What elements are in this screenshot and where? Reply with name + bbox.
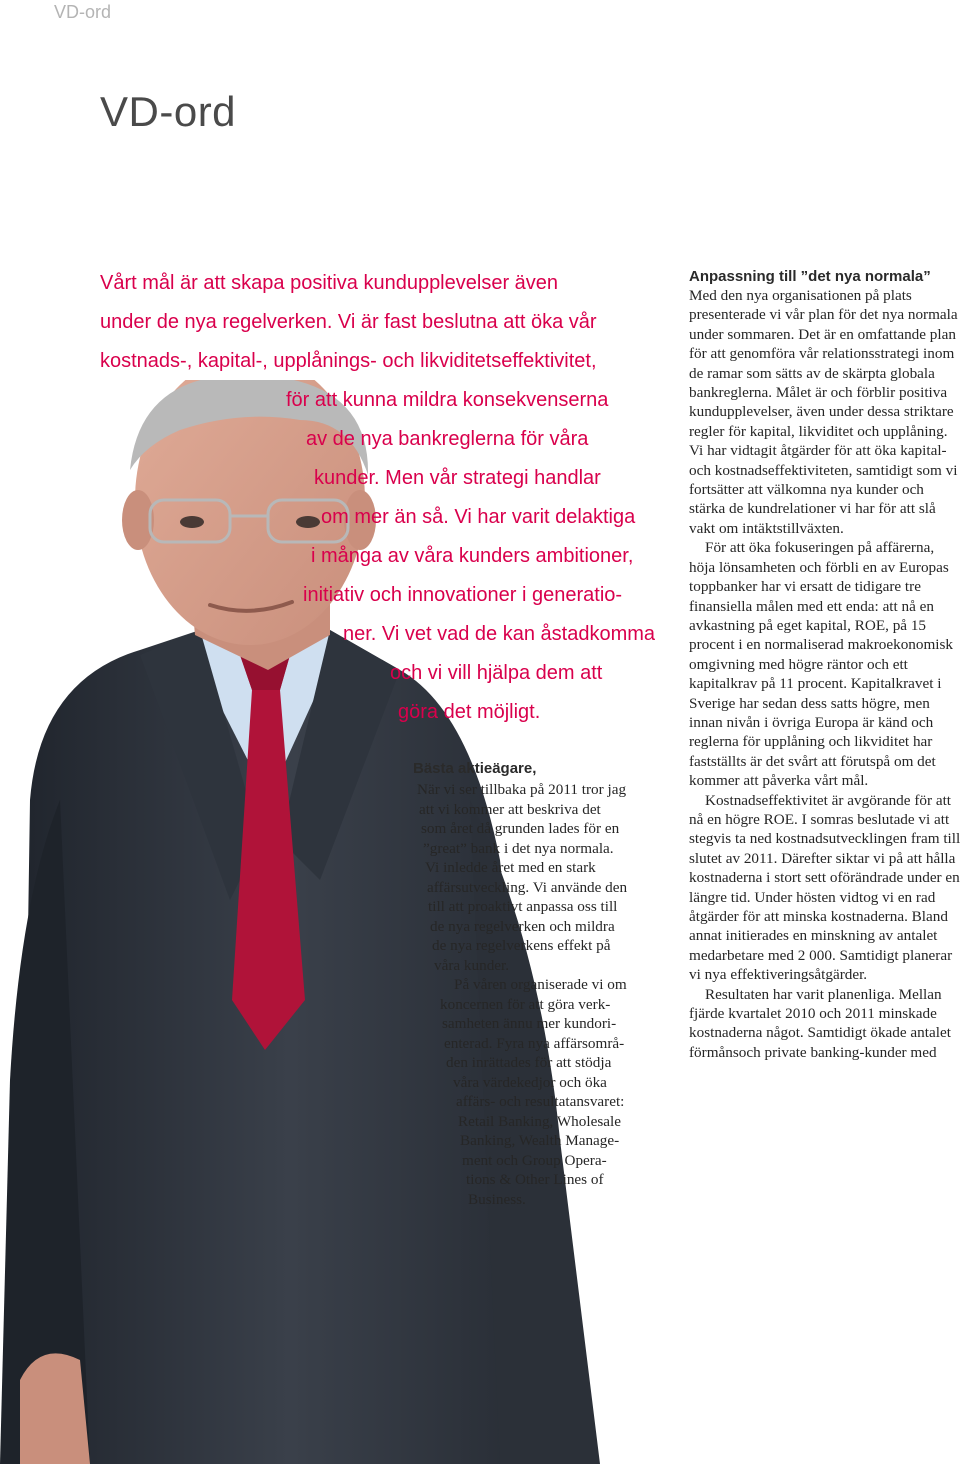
body-line: Retail Banking, Wholesale (458, 1113, 621, 1130)
running-head: VD-ord (54, 2, 112, 22)
body-line: koncernen för att göra verk- (440, 996, 611, 1013)
pull-quote-line: i många av våra kunders ambitioner, (311, 545, 634, 567)
pull-quote-line: om mer än så. Vi har varit delaktiga (321, 506, 636, 528)
body-line: de nya regelverken och mildra (430, 918, 615, 935)
body-line: att vi kommer att beskriva det (419, 801, 601, 818)
pull-quote-line: och vi vill hjälpa dem att (390, 662, 603, 684)
pull-quote-line: initiativ och innovationer i generatio- (303, 584, 623, 606)
body-line: tions & Other Lines of (466, 1171, 604, 1188)
body-line: På våren organiserade vi om (454, 976, 627, 993)
body-paragraph: För att öka fokuseringen på affärerna, höja lönsamheten och förbli en av Europas toppbanker har vi ersatt de tidigare tre finansiella målen med ett enda: att nå en avkastning på eget kapital, ROE, på 15 procent i en normaliserad makroekonomisk omgivning med högre räntor och ett kapitalkrav på 11 procent. Kapitalkravet i Sverige har sedan dess satts högre, men innan nivån i övriga Europa är känd och reglerna för upplåning och likviditet har fastställts är det svårt att förutspå om det kommer att påverka vårt mål. (689, 539, 954, 790)
body-line: affärs- och resultatansvaret: (456, 1093, 625, 1110)
section-heading: Anpassning till ”det nya normala” (689, 268, 931, 285)
body-paragraph: Med den nya organisationen på plats presenterade vi vår plan för det nya normala under sommaren. Det är en omfattande plan för att genomföra vår relationsstrategi inom de ramar som sätts av de skärpta globala bankreglerna. Målet är och förblir positiva kundupplevelser, även under dessa striktare regler för kapital, likviditet och upplåning. Vi har vidtagit åtgärder för att öka kapital- och kostnadseffektiviteten, samtidigt som vi fortsätter att välkomna nya kunder och stärka de kundrelationer vi har för att slå vakt om intäktstillväxten. (689, 287, 958, 537)
body-line: den inrättades för att stödja (446, 1054, 612, 1071)
body-line: till att proaktivt anpassa oss till (428, 898, 618, 915)
body-line: våra värdekedjor och öka (453, 1074, 607, 1091)
body-line: ment och Group Opera- (462, 1152, 607, 1169)
pull-quote-line: för att kunna mildra konsekvenserna (286, 389, 609, 411)
body-line: När vi ser tillbaka på 2011 tror jag (417, 781, 627, 798)
pull-quote-line: ner. Vi vet vad de kan åstadkomma (343, 623, 656, 645)
body-line: Vi inledde året med en stark (425, 859, 596, 876)
body-line: våra kunder. (434, 957, 510, 974)
body-line: ”great” bank i det nya normala. (423, 840, 614, 857)
pull-quote-line: göra det möjligt. (398, 701, 541, 723)
pull-quote-line: kostnads-, kapital-, upplånings- och likviditetseffektivitet, (100, 350, 597, 372)
body-paragraph: Kostnadseffektivitet är avgörande för att nå en högre ROE. I somras beslutade vi att stegvis ta ned kostnadsutvecklingen fram till slutet av 2011. Därefter siktar vi på att hålla kostnaderna i stort sett oförändrade under en längre tid. Under hösten vidtog vi en rad åtgärder för att minska kostnaderna. Bland annat initierades en minskning av antalet medarbetare med 2 000. Samtidigt planerar vi nya effektiveringsåtgärder. (689, 791, 960, 984)
pull-quote-line: Vårt mål är att skapa positiva kundupplevelser även (100, 272, 559, 294)
body-paragraph: Resultaten har varit planenliga. Mellan fjärde kvartalet 2010 och 2011 minskade kostnaderna något. Samtidigt ökade antalet förmånsoch private banking-kunder med (689, 985, 951, 1061)
letter-salutation: Bästa aktieägare, (413, 760, 537, 777)
pull-quote-line: av de nya bankreglerna för våra (306, 428, 589, 450)
body-line: de nya regelverkens effekt på (432, 937, 611, 954)
body-line: samheten ännu mer kundori- (442, 1015, 617, 1032)
pull-quote-line: under de nya regelverken. Vi är fast beslutna att öka vår (100, 311, 597, 333)
right-column (689, 268, 960, 1062)
body-line: affärsutveckling. Vi använde den (427, 879, 628, 896)
body-line: Business. (468, 1191, 526, 1208)
pull-quote-line: kunder. Men vår strategi handlar (314, 467, 601, 489)
body-line: enterad. Fyra nya affärsområ- (444, 1035, 625, 1052)
body-line: Banking, Wealth Manage- (460, 1132, 620, 1149)
body-line: som året då grunden lades för en (421, 820, 620, 837)
page-title: VD-ord (100, 88, 237, 135)
